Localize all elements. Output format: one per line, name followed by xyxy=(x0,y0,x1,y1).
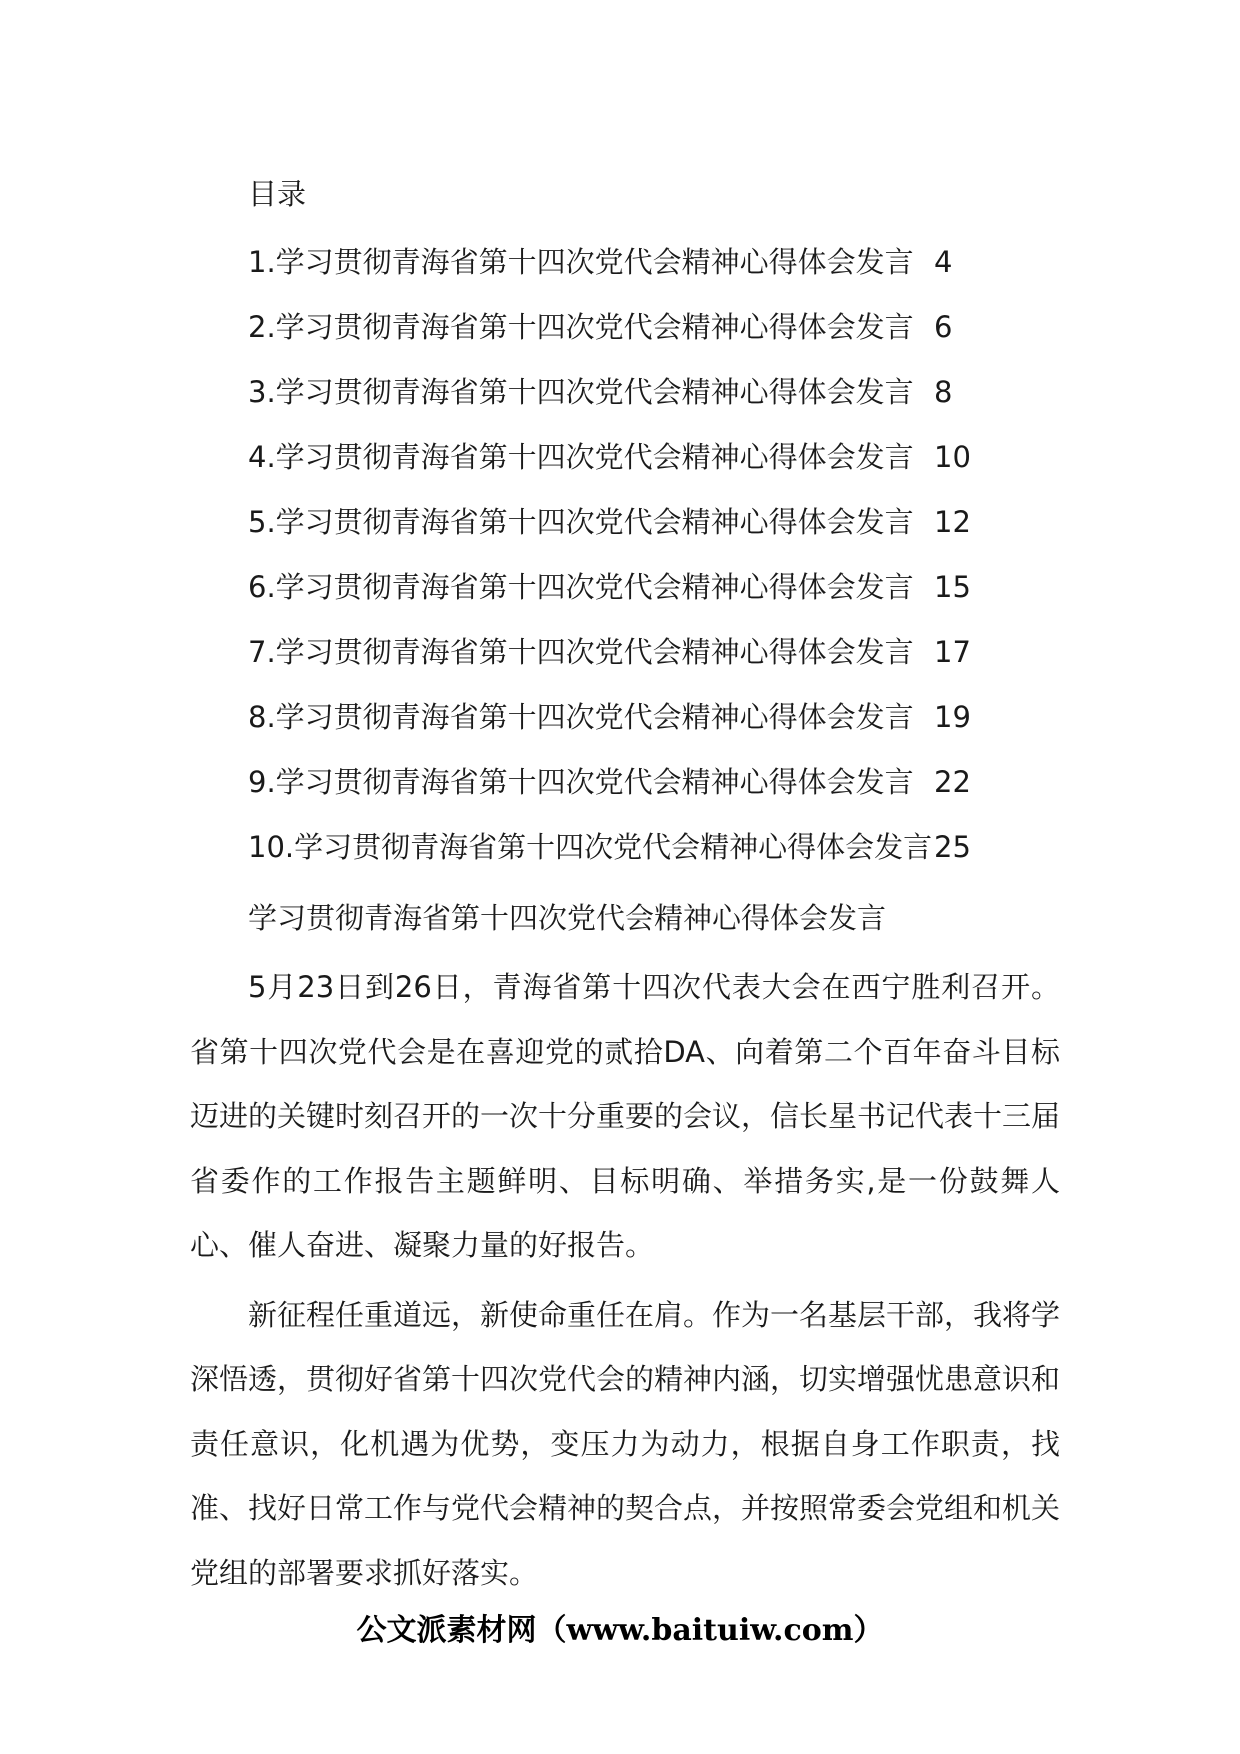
toc-item-label: 10.学习贯彻青海省第十四次党代会精神心得体会发言 xyxy=(248,830,933,864)
toc-item[interactable] xyxy=(248,502,1008,567)
toc-item[interactable] xyxy=(248,307,1008,372)
toc-item[interactable] xyxy=(248,567,1008,632)
toc-list xyxy=(248,242,1008,892)
article-title: 学习贯彻青海省第十四次党代会精神心得体会发言 xyxy=(248,901,887,935)
toc-item[interactable] xyxy=(248,632,1008,697)
toc-item-label: 8.学习贯彻青海省第十四次党代会精神心得体会发言 xyxy=(248,700,914,734)
toc-item[interactable] xyxy=(248,242,1008,307)
toc-item-label: 1.学习贯彻青海省第十四次党代会精神心得体会发言 xyxy=(248,245,914,279)
toc-item[interactable] xyxy=(248,762,1008,827)
toc-item[interactable] xyxy=(248,437,1008,502)
toc-item-page: 22 xyxy=(934,765,971,799)
toc-item-label: 2.学习贯彻青海省第十四次党代会精神心得体会发言 xyxy=(248,310,914,344)
toc-item-label: 4.学习贯彻青海省第十四次党代会精神心得体会发言 xyxy=(248,440,914,474)
toc-item-label: 7.学习贯彻青海省第十四次党代会精神心得体会发言 xyxy=(248,635,914,669)
footer-watermark: 公文派素材网（www.baituiw.com） xyxy=(356,1613,884,1648)
toc-item[interactable] xyxy=(248,372,1008,437)
toc-item-label: 3.学习贯彻青海省第十四次党代会精神心得体会发言 xyxy=(248,375,914,409)
toc-item-page: 19 xyxy=(934,700,971,734)
toc-item-page: 6 xyxy=(934,310,953,344)
toc-item-page: 4 xyxy=(934,245,953,279)
toc-item-label: 5.学习贯彻青海省第十四次党代会精神心得体会发言 xyxy=(248,505,914,539)
toc-title: 目录 xyxy=(248,177,307,211)
toc-item[interactable] xyxy=(248,827,1008,892)
body-paragraph: 新征程任重道远，新使命重任在肩。作为一名基层干部，我将学深悟透，贯彻好省第十四次党代会的精神内涵，切实增强忧患意识和责任意识，化机遇为优势，变压力为动力，根据自身工作职责，找准、找好日常工作与党代会精神的契合点，并按照常委会党组和机关党组的部署要求抓好落实。 xyxy=(190,1297,1061,1590)
article-body xyxy=(190,955,1060,1605)
toc-item-page: 12 xyxy=(934,505,971,539)
toc-item-page: 8 xyxy=(934,375,953,409)
toc-item-page: 25 xyxy=(934,830,971,864)
toc-item-label: 9.学习贯彻青海省第十四次党代会精神心得体会发言 xyxy=(248,765,914,799)
toc-item-label: 6.学习贯彻青海省第十四次党代会精神心得体会发言 xyxy=(248,570,914,604)
toc-item-page: 17 xyxy=(934,635,971,669)
toc-item[interactable] xyxy=(248,697,1008,762)
body-paragraph: 5月23日到26日，青海省第十四次代表大会在西宁胜利召开。省第十四次党代会是在喜迎党的贰拾DA、向着第二个百年奋斗目标迈进的关键时刻召开的一次十分重要的会议，信长星书记代表十三届省委作的工作报告主题鲜明、目标明确、举措务实,是一份鼓舞人心、催人奋进、凝聚力量的好报告。 xyxy=(190,970,1061,1262)
toc-item-page: 15 xyxy=(934,570,971,604)
toc-item-page: 10 xyxy=(934,440,971,474)
